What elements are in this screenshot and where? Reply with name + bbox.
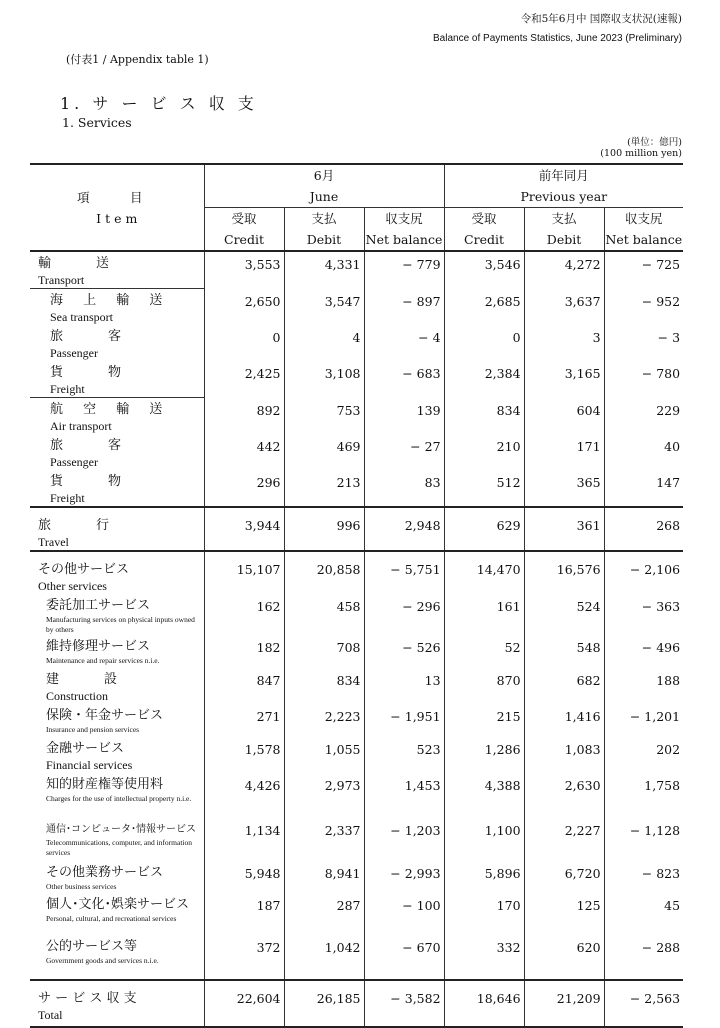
cell-prev-debit: 2,630 (524, 773, 604, 818)
cell-debit: 753 (284, 398, 364, 435)
row-label-jp: サ ー ビ ス 収 支 (38, 991, 137, 1006)
cell-net: − 2,993 (364, 861, 444, 893)
cell-credit: 5,948 (204, 861, 284, 893)
row-label-en: Sea transport (50, 310, 113, 324)
table-row (30, 325, 683, 361)
cell-prev-net: − 1,128 (604, 818, 683, 861)
table-row (30, 251, 683, 289)
cell-debit: 1,055 (284, 737, 364, 773)
row-label-en: Travel (38, 535, 69, 549)
cell-prev-credit: 2,384 (444, 361, 524, 398)
cell-credit: 0 (204, 325, 284, 361)
table-row (30, 818, 683, 861)
unit-label-jp: (単位：億円) (627, 137, 682, 148)
cell-debit: 8,941 (284, 861, 364, 893)
cell-prev-debit: 361 (524, 507, 604, 551)
cell-debit: 20,858 (284, 551, 364, 594)
cell-credit: 372 (204, 935, 284, 980)
services-table (30, 163, 683, 1028)
table-row (30, 551, 683, 594)
cell-net: − 3,582 (364, 980, 444, 1027)
row-label-jp: 通信･コンピュータ･情報サービス (46, 824, 196, 835)
row-label-jp: 知的財産権等使用料 (46, 777, 164, 792)
table-row (30, 737, 683, 773)
cell-prev-debit: 548 (524, 635, 604, 668)
cell-debit: 2,973 (284, 773, 364, 818)
cell-debit: 469 (284, 434, 364, 470)
cell-prev-net: − 496 (604, 635, 683, 668)
cell-prev-debit: 3,165 (524, 361, 604, 398)
table-row (30, 893, 683, 935)
row-label-jp: 旅 行 (38, 518, 126, 533)
cell-prev-net: 229 (604, 398, 683, 435)
table-row (30, 773, 683, 818)
report-title-jp: 令和5年6月中 国際収支状況(速報) (520, 13, 682, 25)
cell-credit: 3,944 (204, 507, 284, 551)
cell-debit: 1,042 (284, 935, 364, 980)
cell-prev-net: − 2,563 (604, 980, 683, 1027)
cell-prev-credit: 52 (444, 635, 524, 668)
row-label-jp: 海 上 輸 送 (50, 293, 171, 308)
table-row (30, 980, 683, 1027)
cell-prev-net: 202 (604, 737, 683, 773)
cell-prev-debit: 16,576 (524, 551, 604, 594)
cell-credit: 22,604 (204, 980, 284, 1027)
debit-header-jp: 支払 (524, 208, 604, 230)
credit-header-jp: 受取 (204, 208, 284, 230)
debit-header-en: Debit (524, 229, 604, 251)
cell-prev-credit: 170 (444, 893, 524, 935)
row-label-en: Construction (46, 689, 108, 703)
row-label-en: Air transport (50, 419, 112, 433)
cell-credit: 442 (204, 434, 284, 470)
debit-header-jp: 支払 (284, 208, 364, 230)
cell-credit: 2,425 (204, 361, 284, 398)
cell-prev-net: − 780 (604, 361, 683, 398)
cell-prev-debit: 365 (524, 470, 604, 507)
table-row (30, 861, 683, 893)
row-label-en: Charges for the use of intellectual property n.i.e. (46, 794, 192, 803)
cell-prev-net: 188 (604, 668, 683, 704)
row-label-en: Government goods and services n.i.e. (46, 956, 159, 965)
row-label-jp: 貨 物 (50, 365, 138, 380)
cell-net: 139 (364, 398, 444, 435)
cell-net: 1,453 (364, 773, 444, 818)
cell-net: − 526 (364, 635, 444, 668)
cell-prev-debit: 524 (524, 594, 604, 635)
row-label-jp: 委託加工サービス (46, 598, 151, 613)
cell-prev-debit: 620 (524, 935, 604, 980)
cell-credit: 1,578 (204, 737, 284, 773)
row-label-jp: 公的サービス等 (46, 939, 138, 954)
row-label-jp: 金融サービス (46, 741, 125, 756)
row-label-jp: 個人･文化･娯楽サービス (46, 897, 190, 912)
unit-label-en: (100 million yen) (600, 148, 682, 159)
cell-net: − 683 (364, 361, 444, 398)
row-label-jp: 建 設 (46, 672, 134, 687)
table-row (30, 704, 683, 737)
cell-prev-debit: 4,272 (524, 251, 604, 289)
cell-debit: 287 (284, 893, 364, 935)
cell-prev-debit: 21,209 (524, 980, 604, 1027)
cell-prev-debit: 6,720 (524, 861, 604, 893)
cell-prev-net: 147 (604, 470, 683, 507)
cell-credit: 3,553 (204, 251, 284, 289)
cell-prev-debit: 682 (524, 668, 604, 704)
table-row (30, 398, 683, 435)
cell-credit: 187 (204, 893, 284, 935)
table-row (30, 470, 683, 507)
cell-prev-debit: 604 (524, 398, 604, 435)
cell-net: − 5,751 (364, 551, 444, 594)
report-title-en: Balance of Payments Statistics, June 2023 (Preliminary) (433, 33, 682, 44)
net-header-jp: 収支尻 (604, 208, 683, 230)
cell-prev-credit: 1,100 (444, 818, 524, 861)
cell-net: − 296 (364, 594, 444, 635)
table-row (30, 668, 683, 704)
cell-prev-net: 268 (604, 507, 683, 551)
row-label-jp: 貨 物 (50, 474, 138, 489)
table-row (30, 289, 683, 326)
table-row (30, 507, 683, 551)
cell-net: − 897 (364, 289, 444, 326)
cell-prev-net: − 823 (604, 861, 683, 893)
cell-prev-debit: 2,227 (524, 818, 604, 861)
cell-prev-credit: 4,388 (444, 773, 524, 818)
cell-credit: 2,650 (204, 289, 284, 326)
cell-credit: 1,134 (204, 818, 284, 861)
table-row (30, 635, 683, 668)
cell-prev-net: 1,758 (604, 773, 683, 818)
cell-prev-net: − 1,201 (604, 704, 683, 737)
table-row (30, 361, 683, 398)
cell-prev-net: − 952 (604, 289, 683, 326)
row-label-jp: 航 空 輸 送 (50, 402, 171, 417)
table-row (30, 434, 683, 470)
table-row (30, 935, 683, 980)
cell-prev-credit: 870 (444, 668, 524, 704)
cell-prev-credit: 5,896 (444, 861, 524, 893)
cell-debit: 4,331 (284, 251, 364, 289)
cell-prev-credit: 18,646 (444, 980, 524, 1027)
cell-debit: 3,108 (284, 361, 364, 398)
cell-prev-net: − 725 (604, 251, 683, 289)
cell-prev-credit: 834 (444, 398, 524, 435)
row-label-en: Total (38, 1008, 63, 1022)
row-label-jp: 保険・年金サービス (46, 708, 164, 723)
credit-header-jp: 受取 (444, 208, 524, 230)
cell-debit: 213 (284, 470, 364, 507)
cell-prev-debit: 3,637 (524, 289, 604, 326)
cell-prev-credit: 512 (444, 470, 524, 507)
item-header-en: I t e m (96, 210, 138, 226)
cell-prev-debit: 3 (524, 325, 604, 361)
cell-prev-credit: 1,286 (444, 737, 524, 773)
row-label-en: Financial services (46, 758, 133, 772)
cell-credit: 162 (204, 594, 284, 635)
row-label-en: Passenger (50, 455, 98, 469)
cell-credit: 847 (204, 668, 284, 704)
row-label-jp: その他業務サービス (46, 865, 164, 880)
cell-net: 2,948 (364, 507, 444, 551)
cell-debit: 996 (284, 507, 364, 551)
cell-prev-net: 40 (604, 434, 683, 470)
cell-prev-credit: 0 (444, 325, 524, 361)
cell-net: − 1,951 (364, 704, 444, 737)
credit-header-en: Credit (444, 229, 524, 251)
cell-prev-credit: 3,546 (444, 251, 524, 289)
cell-prev-debit: 1,416 (524, 704, 604, 737)
section-title-en: 1. Services (62, 115, 132, 130)
june-header-en: June (204, 186, 444, 208)
appendix-label: (付表1 / Appendix table 1) (66, 53, 209, 66)
cell-credit: 182 (204, 635, 284, 668)
net-header-jp: 収支尻 (364, 208, 444, 230)
row-label-en: Personal, cultural, and recreational services (46, 914, 177, 923)
section-title-jp: 1. サ ー ビ ス 収 支 (60, 94, 258, 113)
credit-header-en: Credit (204, 229, 284, 251)
row-label-en: Transport (38, 273, 85, 287)
cell-prev-credit: 161 (444, 594, 524, 635)
cell-debit: 3,547 (284, 289, 364, 326)
cell-net: − 100 (364, 893, 444, 935)
net-header-en: Net balance (364, 229, 444, 251)
cell-debit: 2,223 (284, 704, 364, 737)
row-label-en: Freight (50, 491, 85, 505)
cell-net: − 27 (364, 434, 444, 470)
cell-credit: 15,107 (204, 551, 284, 594)
cell-net: 523 (364, 737, 444, 773)
cell-prev-credit: 215 (444, 704, 524, 737)
cell-debit: 458 (284, 594, 364, 635)
prev-header-en: Previous year (444, 186, 683, 208)
cell-net: 13 (364, 668, 444, 704)
cell-credit: 892 (204, 398, 284, 435)
cell-prev-net: − 3 (604, 325, 683, 361)
cell-prev-credit: 629 (444, 507, 524, 551)
cell-net: − 779 (364, 251, 444, 289)
cell-debit: 834 (284, 668, 364, 704)
row-label-en: Freight (50, 382, 85, 396)
row-label-en: Other services (38, 579, 107, 593)
cell-prev-credit: 14,470 (444, 551, 524, 594)
cell-net: − 1,203 (364, 818, 444, 861)
net-header-en: Net balance (604, 229, 683, 251)
cell-debit: 2,337 (284, 818, 364, 861)
june-header-jp: 6月 (204, 164, 444, 186)
cell-net: − 4 (364, 325, 444, 361)
cell-net: 83 (364, 470, 444, 507)
row-label-en: Telecommunications, computer, and information services (46, 838, 193, 857)
cell-prev-credit: 332 (444, 935, 524, 980)
cell-prev-net: 45 (604, 893, 683, 935)
row-label-en: Maintenance and repair services n.i.e. (46, 656, 160, 665)
cell-prev-debit: 1,083 (524, 737, 604, 773)
cell-prev-net: − 2,106 (604, 551, 683, 594)
row-label-en: Passenger (50, 346, 98, 360)
cell-prev-credit: 210 (444, 434, 524, 470)
debit-header-en: Debit (284, 229, 364, 251)
cell-credit: 271 (204, 704, 284, 737)
cell-prev-debit: 171 (524, 434, 604, 470)
row-label-jp: 旅 客 (50, 438, 138, 453)
row-label-en: Manufacturing services on physical inputs owned by others (46, 615, 195, 634)
cell-prev-debit: 125 (524, 893, 604, 935)
cell-debit: 708 (284, 635, 364, 668)
cell-prev-net: − 363 (604, 594, 683, 635)
table-body (30, 251, 683, 1027)
prev-header-jp: 前年同月 (444, 164, 683, 186)
row-label-jp: その他サービス (38, 562, 130, 577)
row-label-en: Other business services (46, 882, 117, 891)
row-label-jp: 旅 客 (50, 329, 138, 344)
cell-credit: 296 (204, 470, 284, 507)
item-header-jp: 項 目 (76, 189, 157, 205)
cell-credit: 4,426 (204, 773, 284, 818)
cell-prev-net: − 288 (604, 935, 683, 980)
row-label-en: Insurance and pension services (46, 725, 140, 734)
cell-debit: 4 (284, 325, 364, 361)
row-label-jp: 維持修理サービス (46, 639, 151, 654)
cell-net: − 670 (364, 935, 444, 980)
cell-debit: 26,185 (284, 980, 364, 1027)
cell-prev-credit: 2,685 (444, 289, 524, 326)
table-row (30, 594, 683, 635)
row-label-jp: 輸 送 (38, 256, 126, 271)
